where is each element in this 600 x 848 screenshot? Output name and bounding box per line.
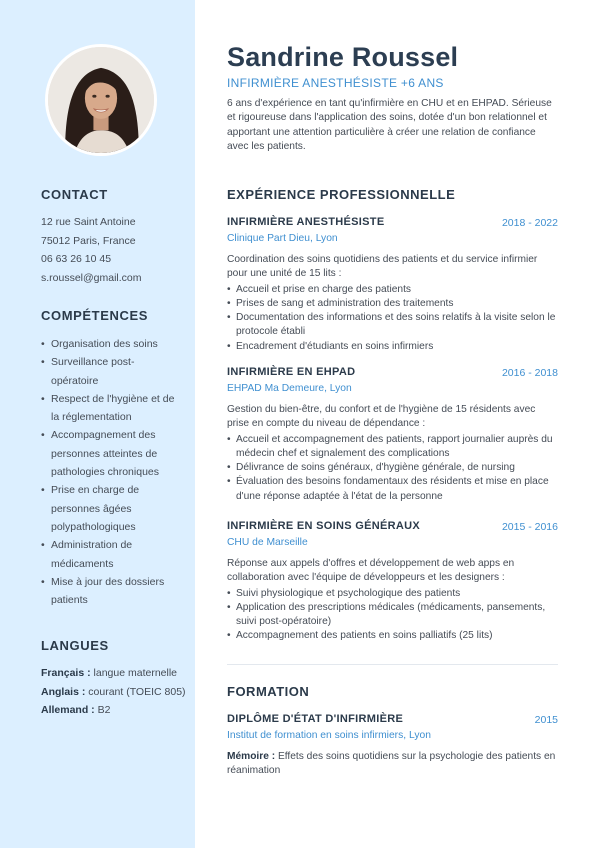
skill-item: • Prise en charge de personnes âgées polypathologiques bbox=[41, 481, 181, 536]
languages-list bbox=[41, 664, 186, 720]
portrait-image bbox=[48, 47, 154, 153]
thesis-text: Effets des soins quotidiens sur la psychologie des patients en réanimation bbox=[227, 751, 556, 777]
language-row bbox=[41, 701, 186, 720]
diploma-title: DIPLÔME D'ÉTAT D'INFIRMIÈRE bbox=[227, 713, 404, 725]
profile-photo bbox=[45, 44, 157, 156]
job-entry bbox=[227, 216, 558, 354]
profile-summary: 6 ans d'expérience en tant qu'infirmière en CHU et en EHPAD. Sérieuse et rigoureuse dans l'application des soins, dotée d'un bon relationnel et apportant une attention particulière à créer une relation de confiance avec les patients. bbox=[227, 98, 552, 152]
candidate-role: INFIRMIÈRE ANESTHÉSISTE +6 ANS bbox=[227, 76, 444, 90]
language-name: Allemand : bbox=[41, 704, 95, 716]
experience-heading: EXPÉRIENCE PROFESSIONNELLE bbox=[227, 187, 456, 202]
job-description: Gestion du bien-être, du confort et de l'hygiène de 15 résidents avec prise en compte du niveau de dépendance : bbox=[227, 404, 536, 430]
thesis bbox=[227, 750, 558, 779]
job-task: • Accueil et prise en charge des patients bbox=[227, 283, 558, 297]
contact-heading: CONTACT bbox=[41, 187, 108, 202]
phone-number[interactable]: 06 63 26 10 45 bbox=[41, 253, 112, 265]
skill-item: • Organisation des soins bbox=[41, 335, 181, 353]
job-employer: EHPAD Ma Demeure, Lyon bbox=[227, 383, 352, 394]
section-divider bbox=[227, 664, 558, 665]
skill-item: • Accompagnement des personnes atteintes de pathologies chroniques bbox=[41, 426, 181, 481]
job-title: INFIRMIÈRE EN SOINS GÉNÉRAUX bbox=[227, 520, 420, 532]
job-dates: 2018 - 2022 bbox=[501, 217, 558, 229]
job-task: • Encadrement d'étudiants en soins infirmiers bbox=[227, 340, 558, 354]
job-task: • Application des prescriptions médicales (médicaments, pansements, suivi post-opératoire) bbox=[227, 601, 558, 630]
skill-item: • Surveillance post-opératoire bbox=[41, 353, 181, 390]
job-description: Coordination des soins quotidiens des patients et du service infirmier pour une unité de 15 lits : bbox=[227, 254, 538, 280]
skills-list bbox=[41, 335, 181, 609]
diploma-date: 2015 bbox=[534, 714, 558, 726]
job-title: INFIRMIÈRE ANESTHÉSISTE bbox=[227, 216, 385, 228]
job-entry bbox=[227, 366, 558, 504]
job-title: INFIRMIÈRE EN EHPAD bbox=[227, 366, 356, 378]
job-tasks bbox=[227, 283, 558, 354]
sidebar bbox=[0, 0, 195, 848]
diploma-institution: Institut de formation en soins infirmiers, Lyon bbox=[227, 730, 431, 741]
language-name: Anglais : bbox=[41, 685, 86, 698]
language-row bbox=[41, 664, 186, 683]
job-task: • Délivrance de soins généraux, d'hygiène générale, de nursing bbox=[227, 461, 558, 475]
address-line-2: 75012 Paris, France bbox=[41, 234, 136, 247]
job-description: Réponse aux appels d'offres et développement de web apps en collaboration avec l'équipe de développeurs et les designers : bbox=[227, 558, 515, 584]
job-task: • Suivi physiologique et psychologique des patients bbox=[227, 587, 558, 601]
skills-heading: COMPÉTENCES bbox=[41, 308, 149, 323]
job-tasks bbox=[227, 587, 558, 644]
job-task: • Prises de sang et administration des traitements bbox=[227, 297, 558, 311]
education-entry bbox=[227, 713, 558, 779]
contact-details bbox=[41, 213, 142, 287]
job-dates: 2015 - 2016 bbox=[501, 521, 558, 533]
candidate-name: Sandrine Roussel bbox=[227, 42, 459, 72]
language-name: Français : bbox=[41, 667, 91, 679]
skill-item: • Administration de médicaments bbox=[41, 536, 181, 573]
job-employer: Clinique Part Dieu, Lyon bbox=[227, 233, 338, 244]
job-task: • Accompagnement des patients en soins palliatifs (25 lits) bbox=[227, 629, 558, 643]
languages-heading: LANGUES bbox=[41, 638, 109, 653]
job-task: • Accueil et accompagnement des patients, rapport journalier auprès du médecin chef et signalement des complications bbox=[227, 433, 558, 462]
language-level: langue maternelle bbox=[93, 667, 178, 679]
language-level: courant (TOEIC 805) bbox=[88, 685, 186, 698]
address-line-1: 12 rue Saint Antoine bbox=[41, 216, 136, 228]
job-dates: 2016 - 2018 bbox=[501, 367, 558, 379]
job-employer: CHU de Marseille bbox=[227, 537, 308, 548]
language-level: B2 bbox=[97, 704, 111, 716]
job-entry bbox=[227, 520, 558, 644]
skill-item: • Respect de l'hygiène et de la réglementation bbox=[41, 390, 181, 427]
job-tasks bbox=[227, 433, 558, 504]
job-task: • Évaluation des besoins fondamentaux des résidents et mise en place d'une réponse adaptée à l'état de la personne bbox=[227, 475, 558, 504]
thesis-label: Mémoire : bbox=[227, 751, 276, 762]
skill-item: • Mise à jour des dossiers patients bbox=[41, 573, 181, 610]
email-address[interactable]: s.roussel@gmail.com bbox=[41, 271, 142, 284]
job-task: • Documentation des informations et des soins relatifs à la visite selon le protocole établi bbox=[227, 311, 558, 340]
education-heading: FORMATION bbox=[227, 684, 310, 699]
language-row bbox=[41, 683, 186, 702]
